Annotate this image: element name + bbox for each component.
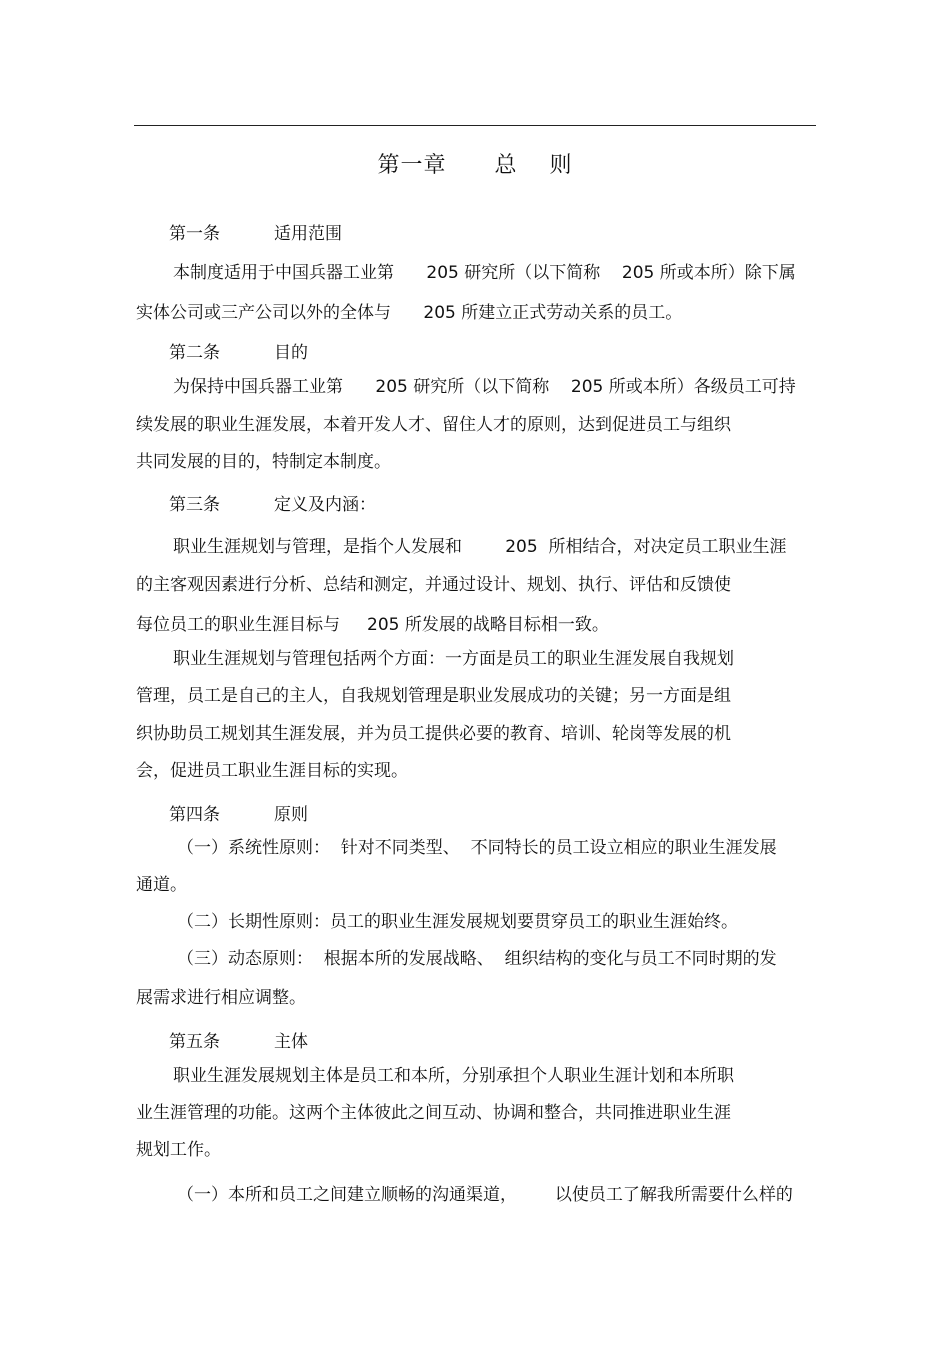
article-heading: 第三条 定义及内涵： [169, 495, 377, 515]
article-heading: 第二条 目的 [169, 343, 309, 363]
paragraph-line: 续发展的职业生涯发展，本着开发人才、留住人才的原则，达到促进员工与组织 [136, 415, 731, 435]
paragraph-line: 展需求进行相应调整。 [136, 988, 306, 1008]
paragraph-line: 职业生涯规划与管理包括两个方面：一方面是员工的职业生涯发展自我规划 [173, 649, 734, 669]
paragraph-line: 业生涯管理的功能。这两个主体彼此之间互动、协调和整合，共同推进职业生涯 [136, 1103, 731, 1123]
paragraph-line: 实体公司或三产公司以外的全体与 205 所建立正式劳动关系的员工。 [136, 303, 683, 323]
paragraph-line: （一）本所和员工之间建立顺畅的沟通渠道， 以使员工了解我所需要什么样的 [177, 1185, 793, 1205]
article-heading: 第五条 主体 [169, 1032, 309, 1052]
chapter-title: 第一章 总 则 [377, 153, 573, 178]
paragraph-line: 共同发展的目的，特制定本制度。 [136, 452, 391, 472]
paragraph-line: 规划工作。 [136, 1140, 221, 1160]
paragraph-line: 职业生涯规划与管理，是指个人发展和 205 所相结合，对决定员工职业生涯 [173, 537, 787, 557]
article-heading: 第四条 原则 [169, 805, 309, 825]
paragraph-line: （一）系统性原则： 针对不同类型、 不同特长的员工设立相应的职业生涯发展 [177, 838, 777, 858]
paragraph-line: 为保持中国兵器工业第 205 研究所（以下简称 205 所或本所）各级员工可持 [173, 377, 796, 397]
paragraph-line: 每位员工的职业生涯目标与 205 所发展的战略目标相一致。 [136, 615, 609, 635]
paragraph-line: 的主客观因素进行分析、总结和测定，并通过设计、规划、执行、评估和反馈使 [136, 575, 731, 595]
paragraph-line: 本制度适用于中国兵器工业第 205 研究所（以下简称 205 所或本所）除下属 [173, 263, 796, 283]
article-heading: 第一条 适用范围 [169, 224, 343, 244]
paragraph-line: 管理，员工是自己的主人，自我规划管理是职业发展成功的关键；另一方面是组 [136, 686, 731, 706]
header-rule [134, 125, 816, 126]
paragraph-line: 职业生涯发展规划主体是员工和本所，分别承担个人职业生涯计划和本所职 [173, 1066, 734, 1086]
paragraph-line: 通道。 [136, 875, 187, 895]
paragraph-line: （二）长期性原则：员工的职业生涯发展规划要贯穿员工的职业生涯始终。 [177, 912, 738, 932]
paragraph-line: 会，促进员工职业生涯目标的实现。 [136, 761, 408, 781]
paragraph-line: （三）动态原则： 根据本所的发展战略、 组织结构的变化与员工不同时期的发 [177, 949, 777, 969]
paragraph-line: 织协助员工规划其生涯发展，并为员工提供必要的教育、培训、轮岗等发展的机 [136, 724, 731, 744]
